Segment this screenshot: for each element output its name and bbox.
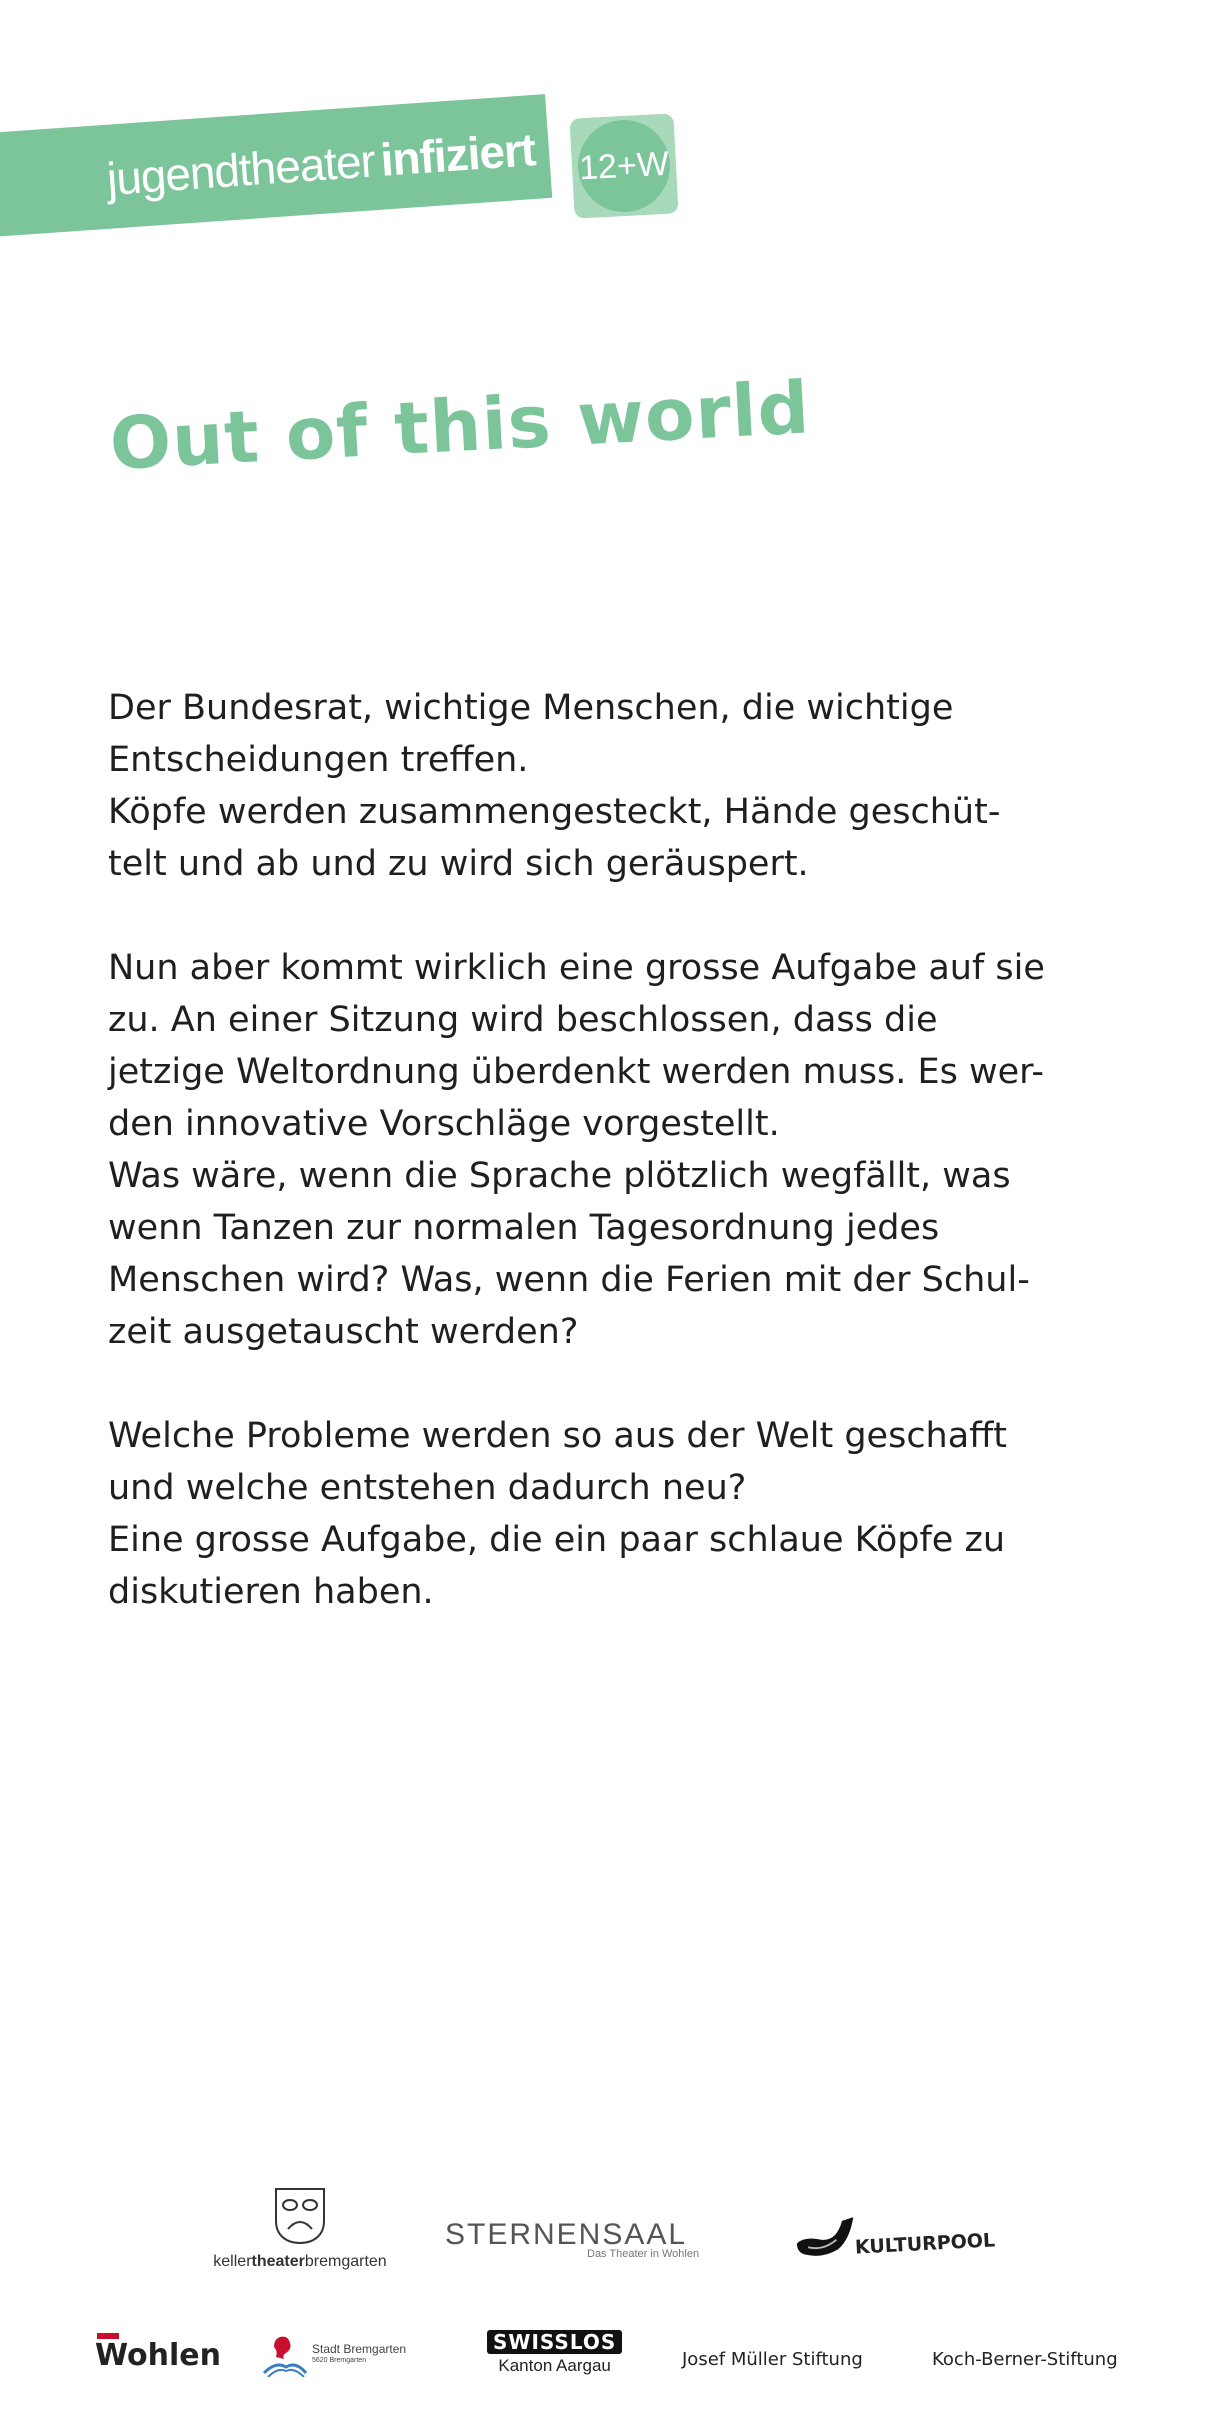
bremgarten-name: Stadt Bremgarten 5620 Bremgarten xyxy=(312,2342,407,2364)
text-line: wenn Tanzen zur normalen Tagesordnung jedes xyxy=(108,1208,940,1248)
text-line: Köpfe werden zusammengesteckt, Hände geschüt- xyxy=(108,792,1001,832)
sternensaal-name: STERNENSAAL xyxy=(445,2218,688,2251)
description xyxy=(108,682,1148,1670)
bremgarten-lion-icon xyxy=(262,2333,308,2377)
text-line: Welche Probleme werden so aus der Welt geschafft xyxy=(108,1416,1008,1456)
text-line: jetzige Weltordnung überdenkt werden muss. Es wer- xyxy=(108,1052,1044,1092)
text-line: zeit ausgetauscht werden? xyxy=(108,1312,579,1352)
kellertheater-logo xyxy=(210,2185,390,2271)
age-rating-badge xyxy=(569,113,678,218)
text-line: Der Bundesrat, wichtige Menschen, die wichtige xyxy=(108,688,954,728)
bremgarten-logo xyxy=(262,2333,406,2377)
kulturpool-brush-icon xyxy=(795,2210,861,2260)
page-title: Out of this world xyxy=(107,365,813,486)
kellertheater-mask-icon xyxy=(270,2185,330,2245)
swisslos-logo xyxy=(487,2330,622,2376)
text-line: diskutieren haben. xyxy=(108,1572,434,1612)
text-line: Nun aber kommt wirklich eine grosse Aufgabe auf sie xyxy=(108,948,1045,988)
text-line: zu. An einer Sitzung wird beschlossen, dass die xyxy=(108,1000,938,1040)
kulturpool-name: KULTURPOOL xyxy=(854,2229,996,2259)
sternensaal-subtitle: Das Theater in Wohlen xyxy=(587,2248,700,2260)
paragraph-3 xyxy=(108,1410,1148,1618)
text-line: und welche entstehen dadurch neu? xyxy=(108,1468,747,1508)
text-line: den innovative Vorschläge vorgestellt. xyxy=(108,1104,780,1144)
text-line: Menschen wird? Was, wenn die Ferien mit der Schul- xyxy=(108,1260,1030,1300)
wohlen-name: Wohlen xyxy=(95,2338,221,2373)
text-line: telt und ab und zu wird sich geräuspert. xyxy=(108,844,809,884)
paragraph-1 xyxy=(108,682,1148,890)
text-line: Entscheidungen treffen. xyxy=(108,740,529,780)
swisslos-name: SWISSLOS xyxy=(487,2330,622,2354)
text-line: Eine grosse Aufgabe, die ein paar schlaue Köpfe zu xyxy=(108,1520,1006,1560)
brand-light: jugendtheater xyxy=(105,134,377,205)
sternensaal-logo xyxy=(445,2218,725,2260)
text-line: Was wäre, wenn die Sprache plötzlich wegfällt, was xyxy=(108,1156,1011,1196)
koch-berner-stiftung-logo: Koch-Berner-Stiftung xyxy=(932,2349,1118,2370)
brand-bold: infiziert xyxy=(378,123,537,186)
paragraph-2 xyxy=(108,942,1148,1358)
wohlen-logo xyxy=(95,2333,221,2373)
kulturpool-logo xyxy=(795,2210,995,2260)
kellertheater-name: kellertheaterbremgarten xyxy=(213,2253,387,2270)
age-rating-label: 12+W xyxy=(576,118,673,215)
josef-mueller-stiftung-logo: Josef Müller Stiftung xyxy=(682,2349,863,2370)
swisslos-subtitle: Kanton Aargau xyxy=(498,2356,611,2375)
